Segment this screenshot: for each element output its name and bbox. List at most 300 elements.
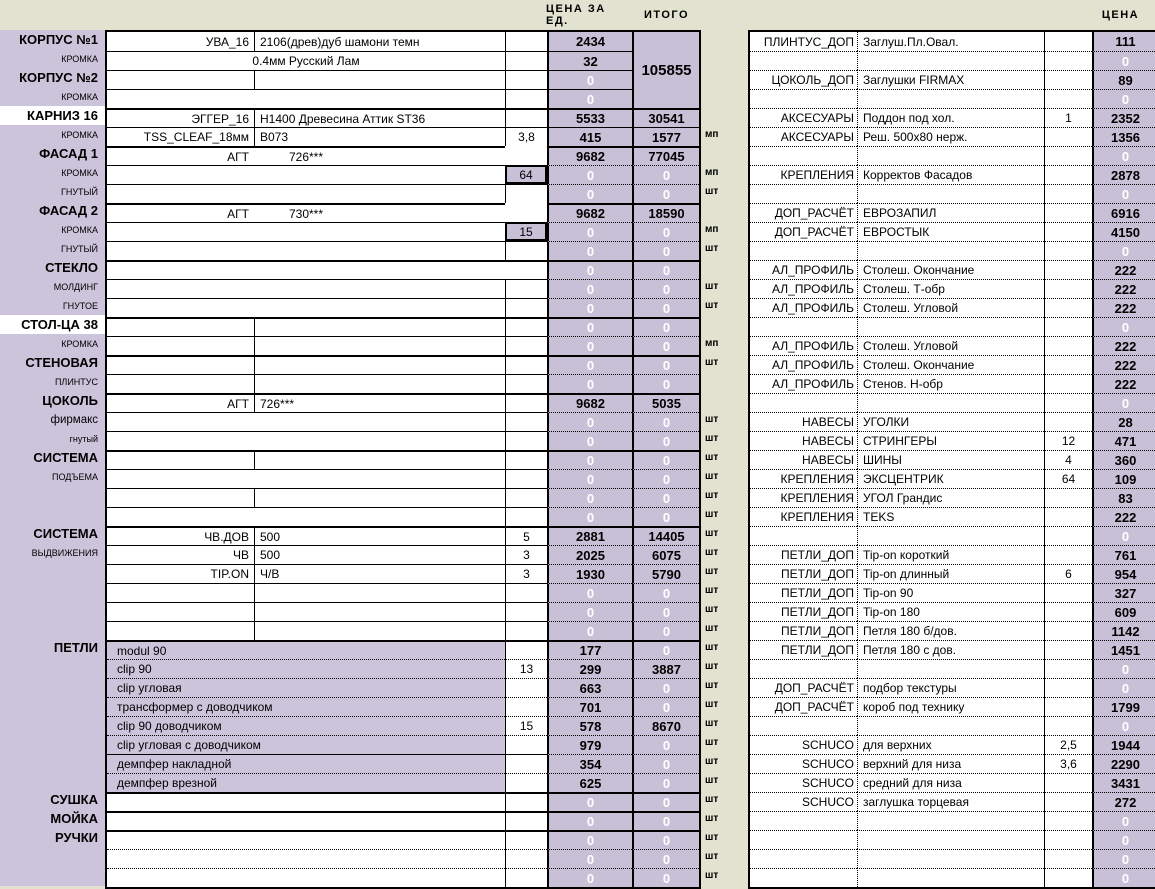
- desc-a-cell[interactable]: [107, 621, 254, 640]
- unit-price-cell[interactable]: 5533: [547, 108, 632, 127]
- qty-cell[interactable]: [1044, 868, 1092, 887]
- qty-cell[interactable]: [505, 298, 547, 317]
- qty-cell[interactable]: [1044, 602, 1092, 621]
- item-cell[interactable]: ЕВРОЗАПИЛ: [857, 203, 1044, 222]
- category-cell[interactable]: ЦОКОЛЬ_ДОП: [750, 70, 857, 89]
- item-cell[interactable]: [857, 241, 1044, 260]
- qty-cell[interactable]: 15: [505, 222, 547, 241]
- item-cell[interactable]: [857, 393, 1044, 412]
- qty-cell[interactable]: [1044, 317, 1092, 336]
- unit-price-cell[interactable]: 9682: [547, 393, 632, 412]
- unit-label[interactable]: шт: [705, 794, 719, 805]
- category-cell[interactable]: ПЕТЛИ_ДОП: [750, 564, 857, 583]
- item-cell[interactable]: СТРИНГЕРЫ: [857, 431, 1044, 450]
- qty-cell[interactable]: 64: [1044, 469, 1092, 488]
- total-cell[interactable]: 6075: [632, 545, 699, 564]
- qty-cell[interactable]: [505, 602, 547, 621]
- total-cell[interactable]: 0: [632, 488, 699, 507]
- qty-cell[interactable]: [1044, 659, 1092, 678]
- qty-cell[interactable]: [505, 374, 547, 393]
- unit-price-cell[interactable]: 0: [547, 355, 632, 374]
- qty-cell[interactable]: [505, 583, 547, 602]
- unit-price-cell[interactable]: 0: [547, 336, 632, 355]
- unit-label[interactable]: шт: [705, 490, 719, 501]
- desc-a-cell[interactable]: [107, 488, 254, 507]
- category-cell[interactable]: КРЕПЛЕНИЯ: [750, 165, 857, 184]
- unit-price-cell[interactable]: 177: [547, 640, 632, 659]
- qty-cell[interactable]: [1044, 70, 1092, 89]
- row-label[interactable]: ПЕТЛИ: [0, 638, 105, 657]
- item-cell[interactable]: Столеш. Т-обр: [857, 279, 1044, 298]
- row-label[interactable]: [0, 771, 105, 790]
- item-cell[interactable]: [857, 146, 1044, 165]
- total-cell[interactable]: 0: [632, 583, 699, 602]
- unit-label[interactable]: мп: [705, 338, 719, 349]
- desc-cell[interactable]: [107, 184, 505, 203]
- desc-a-cell[interactable]: АГТ: [107, 203, 254, 222]
- category-cell[interactable]: [750, 716, 857, 735]
- qty-cell[interactable]: [1044, 507, 1092, 526]
- category-cell[interactable]: ПЕТЛИ_ДОП: [750, 640, 857, 659]
- category-cell[interactable]: ПЕТЛИ_ДОП: [750, 621, 857, 640]
- category-cell[interactable]: [750, 868, 857, 887]
- item-cell[interactable]: ЭКСЦЕНТРИК: [857, 469, 1044, 488]
- desc-b-cell[interactable]: [254, 317, 505, 336]
- desc-a-cell[interactable]: [107, 70, 254, 89]
- row-label[interactable]: [0, 657, 105, 676]
- qty-cell[interactable]: [505, 279, 547, 298]
- unit-label[interactable]: шт: [705, 528, 719, 539]
- unit-label[interactable]: шт: [705, 186, 719, 197]
- qty-cell[interactable]: 64: [505, 165, 547, 184]
- category-cell[interactable]: [750, 526, 857, 545]
- desc-cell[interactable]: 726***: [107, 146, 505, 165]
- category-cell[interactable]: ПЛИНТУС_ДОП: [763, 34, 854, 49]
- desc-b-cell[interactable]: 500: [254, 526, 505, 545]
- item-cell[interactable]: Заглуш.Пл.Овал.: [857, 32, 1044, 51]
- row-label[interactable]: ВЫДВИЖЕНИЯ: [0, 543, 105, 562]
- item-cell[interactable]: [857, 868, 1044, 887]
- category-cell[interactable]: АЛ_ПРОФИЛЬ: [750, 374, 857, 393]
- qty-cell[interactable]: 3,6: [1044, 754, 1092, 773]
- price-cell[interactable]: 0: [1092, 51, 1155, 70]
- price-cell[interactable]: 2878: [1092, 165, 1155, 184]
- total-cell[interactable]: 0: [632, 640, 699, 659]
- price-cell[interactable]: 222: [1092, 374, 1155, 393]
- qty-cell[interactable]: [505, 697, 547, 716]
- desc-cell[interactable]: [107, 507, 505, 526]
- total-cell[interactable]: 0: [632, 222, 699, 241]
- category-cell[interactable]: [750, 393, 857, 412]
- qty-cell[interactable]: [1044, 830, 1092, 849]
- unit-price-cell[interactable]: 0: [547, 165, 632, 184]
- unit-label[interactable]: шт: [705, 813, 719, 824]
- unit-label[interactable]: шт: [705, 471, 719, 482]
- unit-price-cell[interactable]: 0: [547, 431, 632, 450]
- desc-b-cell[interactable]: [254, 450, 505, 469]
- unit-price-cell[interactable]: 0: [547, 317, 632, 336]
- price-cell[interactable]: 0: [1092, 146, 1155, 165]
- total-cell[interactable]: 0: [632, 450, 699, 469]
- price-cell[interactable]: 761: [1092, 545, 1155, 564]
- total-cell[interactable]: 0: [632, 431, 699, 450]
- qty-cell[interactable]: 3: [505, 545, 547, 564]
- desc-b-cell[interactable]: [254, 70, 505, 89]
- item-cell[interactable]: подбор текстуры: [857, 678, 1044, 697]
- unit-label[interactable]: шт: [705, 642, 719, 653]
- item-cell[interactable]: [857, 51, 1044, 70]
- price-cell[interactable]: 4150: [1092, 222, 1155, 241]
- total-cell[interactable]: 0: [632, 602, 699, 621]
- total-cell[interactable]: 0: [632, 792, 699, 811]
- price-cell[interactable]: 0: [1092, 849, 1155, 868]
- desc-cell[interactable]: 0.4мм Русский Лам: [107, 51, 505, 70]
- unit-label[interactable]: шт: [705, 357, 719, 368]
- unit-label[interactable]: шт: [705, 623, 719, 634]
- total-cell[interactable]: 5035: [632, 393, 699, 412]
- unit-label[interactable]: шт: [705, 509, 719, 520]
- item-cell[interactable]: верхний для низа: [857, 754, 1044, 773]
- category-cell[interactable]: [750, 146, 857, 165]
- qty-cell[interactable]: [1044, 849, 1092, 868]
- total-cell[interactable]: 0: [632, 868, 699, 887]
- desc-a-cell[interactable]: [107, 583, 254, 602]
- desc-cell[interactable]: clip 90: [107, 659, 505, 678]
- qty-cell[interactable]: [505, 32, 547, 51]
- category-cell[interactable]: ДОП_РАСЧЁТ: [750, 697, 857, 716]
- unit-price-cell[interactable]: 0: [547, 507, 632, 526]
- qty-cell[interactable]: [1044, 355, 1092, 374]
- item-cell[interactable]: Tip-on 90: [857, 583, 1044, 602]
- total-cell[interactable]: 5790: [632, 564, 699, 583]
- desc-cell[interactable]: [107, 792, 505, 811]
- unit-price-cell[interactable]: 299: [547, 659, 632, 678]
- price-cell[interactable]: 1799: [1092, 697, 1155, 716]
- unit-price-cell[interactable]: 979: [547, 735, 632, 754]
- total-cell[interactable]: 0: [632, 469, 699, 488]
- unit-price-cell[interactable]: 0: [547, 602, 632, 621]
- qty-cell[interactable]: [505, 89, 547, 108]
- unit-label[interactable]: шт: [705, 433, 719, 444]
- qty-cell[interactable]: [505, 621, 547, 640]
- unit-price-cell[interactable]: 0: [547, 241, 632, 260]
- category-cell[interactable]: ДОП_РАСЧЁТ: [750, 203, 857, 222]
- row-label[interactable]: КРОМКА: [0, 125, 105, 144]
- qty-cell[interactable]: [505, 355, 547, 374]
- category-cell[interactable]: КРЕПЛЕНИЯ: [750, 507, 857, 526]
- qty-cell[interactable]: 2,5: [1044, 735, 1092, 754]
- row-label[interactable]: КОРПУС №1: [0, 30, 105, 49]
- qty-cell[interactable]: [1044, 811, 1092, 830]
- desc-cell[interactable]: [107, 279, 505, 298]
- price-cell[interactable]: 0: [1092, 526, 1155, 545]
- desc-cell[interactable]: [107, 412, 505, 431]
- category-cell[interactable]: АЛ_ПРОФИЛЬ: [750, 279, 857, 298]
- desc-a-cell[interactable]: TSS_CLEAF_18мм: [107, 127, 254, 146]
- category-cell[interactable]: [750, 317, 857, 336]
- row-label[interactable]: МОЛДИНГ: [0, 277, 105, 296]
- qty-cell[interactable]: [1044, 716, 1092, 735]
- qty-cell[interactable]: 3: [505, 564, 547, 583]
- total-cell[interactable]: 0: [632, 165, 699, 184]
- qty-cell[interactable]: [505, 640, 547, 659]
- qty-cell[interactable]: [1044, 678, 1092, 697]
- price-cell[interactable]: 327: [1092, 583, 1155, 602]
- unit-price-cell[interactable]: 0: [547, 621, 632, 640]
- row-label[interactable]: гнутый: [0, 429, 105, 448]
- item-cell[interactable]: [857, 526, 1044, 545]
- desc-cell[interactable]: 730***: [107, 203, 505, 222]
- item-cell[interactable]: Tip-on короткий: [857, 545, 1044, 564]
- unit-label[interactable]: шт: [705, 414, 719, 425]
- qty-cell[interactable]: [1044, 260, 1092, 279]
- unit-label[interactable]: шт: [705, 870, 719, 881]
- unit-label[interactable]: шт: [705, 281, 719, 292]
- unit-label[interactable]: шт: [705, 737, 719, 748]
- item-cell[interactable]: Корректов Фасадов: [857, 165, 1044, 184]
- unit-price-cell[interactable]: 0: [547, 830, 632, 849]
- total-cell[interactable]: 0: [632, 507, 699, 526]
- desc-cell[interactable]: [107, 298, 505, 317]
- unit-price-cell[interactable]: 2434: [547, 32, 632, 51]
- item-cell[interactable]: TEKS: [857, 507, 1044, 526]
- qty-cell[interactable]: [1044, 32, 1092, 51]
- desc-b-cell[interactable]: [254, 602, 505, 621]
- category-cell[interactable]: ПЕТЛИ_ДОП: [750, 583, 857, 602]
- item-cell[interactable]: [857, 659, 1044, 678]
- total-cell[interactable]: 0: [632, 830, 699, 849]
- row-label[interactable]: ЦОКОЛЬ: [0, 391, 105, 410]
- category-cell[interactable]: КРЕПЛЕНИЯ: [750, 469, 857, 488]
- item-cell[interactable]: Реш. 500x80 нерж.: [857, 127, 1044, 146]
- desc-a-cell[interactable]: [107, 317, 254, 336]
- unit-label[interactable]: шт: [705, 680, 719, 691]
- desc-b-cell[interactable]: [254, 621, 505, 640]
- total-cell[interactable]: 18590: [632, 203, 699, 222]
- price-cell[interactable]: 222: [1092, 355, 1155, 374]
- item-cell[interactable]: Столеш. Угловой: [857, 336, 1044, 355]
- category-cell[interactable]: SCHUCO: [750, 754, 857, 773]
- qty-cell[interactable]: [1044, 488, 1092, 507]
- price-cell[interactable]: 222: [1092, 507, 1155, 526]
- price-cell[interactable]: 609: [1092, 602, 1155, 621]
- category-cell[interactable]: АКСЕСУАРЫ: [750, 127, 857, 146]
- qty-cell[interactable]: [505, 70, 547, 89]
- row-label[interactable]: ПЛИНТУС: [0, 372, 105, 391]
- qty-cell[interactable]: 1: [1044, 108, 1092, 127]
- row-label[interactable]: КРОМКА: [0, 49, 105, 68]
- category-cell[interactable]: ДОП_РАСЧЁТ: [750, 222, 857, 241]
- row-label[interactable]: КРОМКА: [0, 163, 105, 182]
- row-label[interactable]: [0, 562, 105, 581]
- qty-cell[interactable]: [1044, 697, 1092, 716]
- qty-cell[interactable]: [1044, 241, 1092, 260]
- total-cell[interactable]: 1577: [632, 127, 699, 146]
- desc-a-cell[interactable]: [107, 602, 254, 621]
- total-cell[interactable]: 0: [632, 336, 699, 355]
- desc-b-cell[interactable]: 2106(древ)дуб шамони темн: [254, 32, 505, 51]
- unit-label[interactable]: [703, 391, 745, 410]
- price-cell[interactable]: 954: [1092, 564, 1155, 583]
- row-label[interactable]: [0, 733, 105, 752]
- unit-price-cell[interactable]: 0: [547, 184, 632, 203]
- qty-cell[interactable]: [1044, 621, 1092, 640]
- item-cell[interactable]: [857, 716, 1044, 735]
- unit-price-cell[interactable]: 0: [547, 89, 632, 108]
- row-label[interactable]: РУЧКИ: [0, 828, 105, 847]
- price-cell[interactable]: 0: [1092, 830, 1155, 849]
- desc-a-cell[interactable]: ЧВ: [107, 545, 254, 564]
- total-cell[interactable]: 0: [632, 317, 699, 336]
- row-label[interactable]: КРОМКА: [0, 87, 105, 106]
- unit-label[interactable]: шт: [705, 832, 719, 843]
- desc-cell[interactable]: [107, 469, 505, 488]
- price-cell[interactable]: 272: [1092, 792, 1155, 811]
- qty-cell[interactable]: [505, 735, 547, 754]
- desc-cell[interactable]: [107, 811, 505, 830]
- price-cell[interactable]: 222: [1092, 336, 1155, 355]
- qty-cell[interactable]: [1044, 89, 1092, 108]
- desc-b-cell[interactable]: В073: [254, 127, 505, 146]
- desc-a-cell[interactable]: ЧВ.ДОВ: [107, 526, 254, 545]
- qty-cell[interactable]: [505, 108, 547, 127]
- desc-b-cell[interactable]: [254, 336, 505, 355]
- desc-b-cell[interactable]: 726***: [254, 393, 505, 412]
- unit-label[interactable]: [703, 258, 745, 277]
- qty-cell[interactable]: [1044, 146, 1092, 165]
- qty-cell[interactable]: [1044, 336, 1092, 355]
- item-cell[interactable]: УГОЛКИ: [857, 412, 1044, 431]
- total-cell[interactable]: 0: [632, 735, 699, 754]
- unit-label[interactable]: мп: [705, 129, 719, 140]
- qty-cell[interactable]: [1044, 298, 1092, 317]
- row-label[interactable]: [0, 505, 105, 524]
- row-label[interactable]: ГНУТЫЙ: [0, 182, 105, 201]
- desc-cell[interactable]: демпфер накладной: [107, 754, 505, 773]
- total-cell[interactable]: 0: [632, 184, 699, 203]
- total-cell[interactable]: 0: [632, 374, 699, 393]
- item-cell[interactable]: Стенов. Н-обр: [857, 374, 1044, 393]
- row-label[interactable]: СИСТЕМА: [0, 448, 105, 467]
- price-cell[interactable]: 83: [1092, 488, 1155, 507]
- unit-label[interactable]: шт: [705, 585, 719, 596]
- price-cell[interactable]: 2290: [1092, 754, 1155, 773]
- item-cell[interactable]: для верхних: [857, 735, 1044, 754]
- unit-price-cell[interactable]: 9682: [547, 203, 632, 222]
- qty-cell[interactable]: [1044, 374, 1092, 393]
- desc-cell[interactable]: [107, 241, 505, 260]
- qty-cell[interactable]: 12: [1044, 431, 1092, 450]
- unit-price-cell[interactable]: 0: [547, 811, 632, 830]
- qty-cell[interactable]: [1044, 51, 1092, 70]
- unit-price-cell[interactable]: 0: [547, 374, 632, 393]
- desc-b-cell[interactable]: Н1400 Древесина Аттик ST36: [254, 108, 505, 127]
- desc-cell[interactable]: [107, 165, 505, 184]
- row-label[interactable]: КОРПУС №2: [0, 68, 105, 87]
- row-label[interactable]: СТОЛ-ЦА 38: [0, 315, 105, 334]
- qty-cell[interactable]: [505, 431, 547, 450]
- unit-price-cell[interactable]: 0: [547, 469, 632, 488]
- category-cell[interactable]: [750, 659, 857, 678]
- total-cell[interactable]: 0: [632, 260, 699, 279]
- item-cell[interactable]: Петля 180 б/дов.: [857, 621, 1044, 640]
- unit-label[interactable]: шт: [705, 452, 719, 463]
- desc-cell[interactable]: [107, 868, 505, 887]
- row-label[interactable]: [0, 600, 105, 619]
- unit-label[interactable]: шт: [705, 243, 719, 254]
- row-label[interactable]: КАРНИЗ 16: [0, 106, 105, 125]
- category-cell[interactable]: АКСЕСУАРЫ: [750, 108, 857, 127]
- row-label[interactable]: КРОМКА: [0, 220, 105, 239]
- category-cell[interactable]: [750, 89, 857, 108]
- price-cell[interactable]: 89: [1092, 70, 1155, 89]
- total-cell[interactable]: 0: [632, 412, 699, 431]
- qty-cell[interactable]: [1044, 773, 1092, 792]
- qty-cell[interactable]: [505, 792, 547, 811]
- desc-cell[interactable]: modul 90: [107, 640, 505, 659]
- item-cell[interactable]: ЕВРОСТЫК: [857, 222, 1044, 241]
- item-cell[interactable]: Столеш. Угловой: [857, 298, 1044, 317]
- category-cell[interactable]: [750, 184, 857, 203]
- item-cell[interactable]: ШИНЫ: [857, 450, 1044, 469]
- row-label[interactable]: ГНУТЫЙ: [0, 239, 105, 258]
- desc-a-cell[interactable]: АГТ: [107, 146, 254, 165]
- desc-cell[interactable]: [107, 89, 505, 108]
- item-cell[interactable]: средний для низа: [857, 773, 1044, 792]
- unit-label[interactable]: шт: [705, 775, 719, 786]
- qty-cell[interactable]: [505, 811, 547, 830]
- qty-cell[interactable]: [505, 184, 547, 203]
- total-cell[interactable]: 30541: [632, 108, 699, 127]
- desc-a-cell[interactable]: [107, 355, 254, 374]
- total-cell[interactable]: 0: [632, 241, 699, 260]
- unit-label[interactable]: [703, 68, 745, 87]
- unit-price-cell[interactable]: 1930: [547, 564, 632, 583]
- desc-cell[interactable]: демпфер врезной: [107, 773, 505, 792]
- category-cell[interactable]: [750, 51, 857, 70]
- unit-label[interactable]: мп: [705, 167, 719, 178]
- unit-label[interactable]: шт: [705, 699, 719, 710]
- qty-cell[interactable]: [1044, 184, 1092, 203]
- unit-label[interactable]: шт: [705, 300, 719, 311]
- unit-price-cell[interactable]: 0: [547, 849, 632, 868]
- unit-label[interactable]: мп: [705, 224, 719, 235]
- item-cell[interactable]: [857, 849, 1044, 868]
- qty-cell[interactable]: [1044, 203, 1092, 222]
- item-cell[interactable]: [857, 811, 1044, 830]
- unit-label[interactable]: шт: [705, 851, 719, 862]
- item-cell[interactable]: Tip-on 180: [857, 602, 1044, 621]
- qty-cell[interactable]: [1044, 127, 1092, 146]
- unit-label[interactable]: [703, 106, 745, 125]
- qty-cell[interactable]: [1044, 545, 1092, 564]
- unit-label[interactable]: шт: [705, 547, 719, 558]
- item-cell[interactable]: Петля 180 с дов.: [857, 640, 1044, 659]
- qty-cell[interactable]: 6: [1044, 564, 1092, 583]
- category-cell[interactable]: ПЕТЛИ_ДОП: [750, 545, 857, 564]
- category-cell[interactable]: SCHUCO: [750, 773, 857, 792]
- row-label[interactable]: [0, 866, 105, 885]
- desc-cell[interactable]: [107, 260, 547, 279]
- price-cell[interactable]: 0: [1092, 184, 1155, 203]
- qty-cell[interactable]: [505, 469, 547, 488]
- unit-price-cell[interactable]: 415: [547, 127, 632, 146]
- qty-cell[interactable]: [505, 830, 547, 849]
- price-cell[interactable]: 0: [1092, 241, 1155, 260]
- total-cell[interactable]: 0: [632, 298, 699, 317]
- total-cell[interactable]: 0: [632, 773, 699, 792]
- row-label[interactable]: ФАСАД 1: [0, 144, 105, 163]
